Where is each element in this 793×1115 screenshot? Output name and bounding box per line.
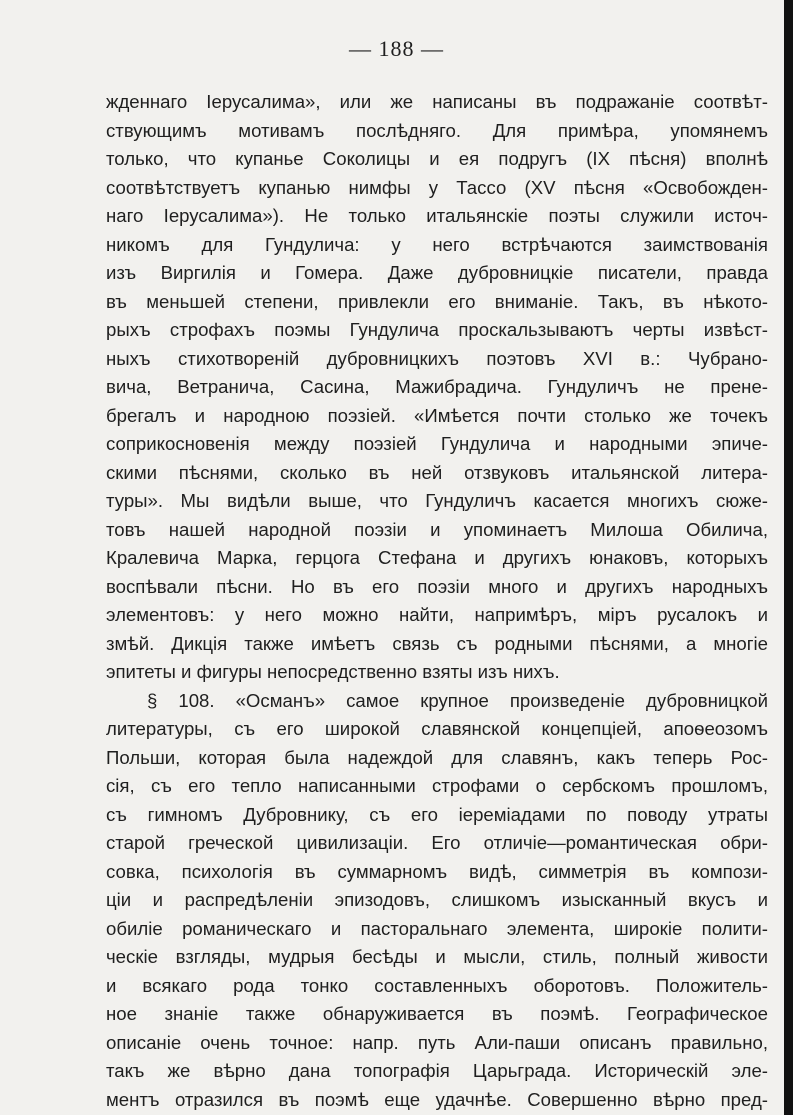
text-line: только, что купанье Соколицы и ея подругъ (IX пѣсня) вполнѣ (106, 148, 768, 169)
text-line: ствующимъ мотивамъ послѣдняго. Для примѣра, упомянемъ (106, 119, 768, 141)
text-line: ное знаніе также обнаруживается въ поэмѣ. Географическое (106, 1003, 768, 1024)
text-line: воспѣвали пѣсни. Но въ его поэзіи много и другихъ народныхъ (106, 575, 768, 597)
text-line: товъ нашей народной поэзіи и упоминаетъ Милоша Обилича, (106, 518, 768, 540)
text-line: рыхъ строфахъ поэмы Гундулича проскальзываютъ черты извѣст- (106, 319, 768, 340)
text-line: описаніе очень точное: напр. путь Али-паши описанъ правильно, (106, 1031, 768, 1053)
text-line: такъ же вѣрно дана топографія Царьграда. Историческій эле- (106, 1060, 768, 1081)
text-line: соотвѣтствуетъ купанью нимфы у Тассо (XV пѣсня «Освобожден- (106, 176, 768, 198)
text-line: обиліе романическаго и пасторальнаго элемента, широкіе полити- (106, 917, 768, 939)
paragraph-last-line: эпитеты и фигуры непосредственно взяты изъ нихъ. (106, 661, 560, 682)
text-line: никомъ для Гундулича: у него встрѣчаются заимствованія (106, 233, 768, 255)
text-line: ныхъ стихотвореній дубровницкихъ поэтовъ XVI в.: Чубрано- (106, 347, 768, 369)
text-line: ментъ отразился въ поэмѣ еще удачнѣе. Совершенно вѣрно пред- (106, 1088, 768, 1110)
text-line: старой греческой цивилизаціи. Его отличіе—романтическая обри- (106, 832, 768, 853)
text-line: и всякаго рода тонко составленныхъ оборотовъ. Положитель- (106, 974, 768, 996)
text-line: соприкосновенія между поэзіей Гундулича и народными эпиче- (106, 433, 768, 454)
text-line: въ меньшей степени, привлекли его вниманіе. Такъ, въ нѣкото- (106, 290, 768, 312)
text-line: жденнаго Іерусалима», или же написаны въ подражаніе соотвѣт- (106, 91, 768, 112)
text-line: съ гимномъ Дубровнику, съ его іеремiадами по поводу утраты (106, 803, 768, 825)
text-line: изъ Виргилія и Гомера. Даже дубровницкіе писатели, правда (106, 262, 768, 283)
text-line: Кралевича Марка, герцога Стефана и другихъ юнаковъ, которыхъ (106, 547, 768, 568)
text-line: элементовъ: у него можно найти, напримѣръ, міръ русалокъ и (106, 604, 768, 625)
text-line: туры». Мы видѣли выше, что Гундуличъ касается многихъ сюже- (106, 490, 768, 511)
text-line: совка, психологія въ суммарномъ видѣ, симметрія въ компози- (106, 860, 768, 882)
page-number: — 188 — (349, 36, 444, 61)
text-line: брегалъ и народною поэзіей. «Имѣется почти столько же точекъ (106, 404, 768, 426)
text-line: скими пѣснями, сколько въ ней отзвуковъ итальянской литера- (106, 461, 768, 483)
text-line: сія, съ его тепло написанными строфами о сербскомъ прошломъ, (106, 775, 768, 796)
text-line: Польши, которая была надеждой для славянъ, какъ теперь Рос- (106, 746, 768, 768)
text-line: змѣй. Дикція также имѣетъ связь съ родными пѣснями, а многіе (106, 632, 768, 654)
text-line: ческіе взгляды, мудрыя бесѣды и мысли, стиль, полный живости (106, 946, 768, 967)
text-line: вича, Ветранича, Сасина, Мажибрадича. Гундуличъ не прене- (106, 376, 768, 397)
text-line: наго Іерусалима»). Не только итальянскіе поэты служили источ- (106, 205, 768, 226)
section-108-first-line: § 108. «Османъ» самое крупное произведеніе дубровницкой (147, 689, 768, 711)
body-text (106, 88, 768, 1114)
text-line: ціи и распредѣленіи эпизодовъ, слишкомъ изысканный вкусъ и (106, 889, 768, 910)
text-line: литературы, съ его широкой славянской концепціей, апоѳеозомъ (106, 718, 768, 739)
